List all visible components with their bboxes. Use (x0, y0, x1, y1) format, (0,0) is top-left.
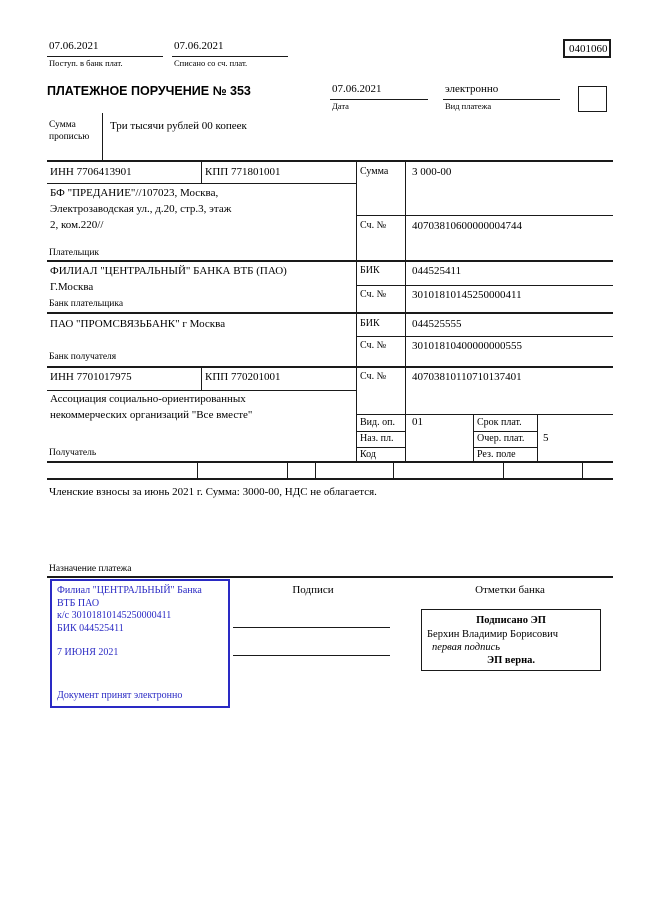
payee-bank-bik-value: 044525555 (412, 318, 462, 330)
form-code-box (563, 39, 611, 58)
stamp-line-1: Филиал "ЦЕНТРАЛЬНЫЙ" Банка (57, 585, 202, 596)
grid-line (405, 160, 406, 462)
grid-line (201, 366, 202, 391)
ep-first-signature: первая подпись (432, 642, 501, 653)
grid-line (503, 461, 504, 479)
grid-line (315, 461, 316, 479)
payer-name-line-3: 2, ком.220// (50, 219, 104, 231)
op-type-value: 01 (412, 416, 423, 428)
payer-name-line-2: Электрозаводская ул., д.20, стр.3, этаж (50, 203, 232, 215)
grid-line (356, 336, 613, 337)
ep-verified: ЭП верна. (486, 655, 535, 666)
grid-line (356, 414, 613, 415)
payee-inn: ИНН 7701017975 (50, 371, 132, 383)
payee-kpp: КПП 770201001 (205, 371, 281, 383)
payer-account-value: 40703810600000004744 (412, 220, 522, 232)
stamp-line-6: Документ принят электронно (57, 689, 183, 701)
grid-line (473, 431, 537, 432)
payee-bank-name: ПАО "ПРОМСВЯЗЬБАНК" г Москва (50, 318, 226, 330)
received-date-label: Поступ. в банк плат. (49, 58, 123, 68)
stamp-line-2: ВТБ ПАО (57, 597, 100, 609)
payer-bank-account-value: 30101810145250000411 (412, 289, 522, 301)
grid-line (537, 414, 538, 462)
grid-line (47, 312, 613, 314)
payee-bank-account-label: Сч. № (360, 340, 387, 351)
grid-line (356, 431, 405, 432)
grid-line (473, 447, 537, 448)
grid-line (47, 478, 613, 480)
amount-label: Сумма (360, 166, 389, 177)
grid-line (201, 160, 202, 184)
grid-line (47, 260, 613, 262)
form-code: 0401060 (569, 43, 608, 55)
payee-account-value: 40703810110710137401 (412, 371, 522, 383)
payer-bank-account-label: Сч. № (360, 289, 387, 300)
payment-kind-value: электронно (445, 83, 499, 95)
debited-date-value: 07.06.2021 (174, 40, 224, 52)
ocher-plat-value: 5 (543, 432, 549, 444)
stamp-line-3: к/с 30101810145250000411 (57, 610, 172, 621)
ep-signature-box (421, 609, 601, 671)
grid-line (287, 461, 288, 479)
srok-plat-label: Срок плат. (477, 417, 522, 428)
signature-line-1 (233, 627, 390, 628)
payer-kpp: КПП 771801001 (205, 166, 281, 178)
payer-bank-name-line-1: ФИЛИАЛ "ЦЕНТРАЛЬНЫЙ" БАНКА ВТБ (ПАО) (50, 265, 287, 277)
ep-signed-label: Подписано ЭП (476, 615, 546, 626)
payee-name-line-2: некоммерческих организаций "Все вместе" (50, 409, 253, 421)
grid-line (102, 113, 103, 162)
bank-acceptance-stamp (50, 579, 230, 708)
kod-label: Код (360, 449, 376, 460)
payer-account-label: Сч. № (360, 220, 387, 231)
debited-date-label: Списано со сч. плат. (174, 58, 248, 68)
grid-line (356, 285, 613, 286)
signature-line-2 (233, 655, 390, 656)
grid-line (172, 56, 288, 57)
signatures-heading: Подписи (292, 584, 334, 596)
grid-line (197, 461, 198, 479)
payee-label: Получатель (49, 448, 97, 458)
doc-date-label: Дата (332, 101, 349, 111)
ocher-plat-label: Очер. плат. (477, 433, 525, 444)
amount-value: 3 000-00 (412, 166, 452, 178)
grid-line (473, 414, 474, 462)
payer-bank-bik-label: БИК (360, 265, 380, 276)
payer-bank-bik-value: 044525411 (412, 265, 462, 277)
payer-label: Плательщик (49, 248, 100, 258)
grid-line (356, 447, 405, 448)
purpose-text: Членские взносы за июнь 2021 г. Сумма: 3000-00, НДС не облагается. (49, 486, 377, 498)
payer-inn: ИНН 7706413901 (50, 166, 132, 178)
grid-line (47, 461, 613, 463)
payer-name-line-1: БФ "ПРЕДАНИЕ"//107023, Москва, (50, 187, 219, 199)
naz-pl-label: Наз. пл. (360, 433, 394, 444)
grid-line (47, 56, 163, 57)
ep-signer-name: Берхин Владимир Борисович (427, 629, 558, 640)
op-type-label: Вид. оп. (360, 417, 395, 428)
payee-account-label: Сч. № (360, 371, 387, 382)
payment-kind-label: Вид платежа (445, 101, 492, 111)
grid-line (330, 99, 428, 100)
stamp-line-5: 7 ИЮНЯ 2021 (57, 647, 119, 658)
grid-line (47, 576, 613, 578)
payee-bank-bik-label: БИК (360, 318, 380, 329)
doc-date-value: 07.06.2021 (332, 83, 382, 95)
doc-title: ПЛАТЕЖНОЕ ПОРУЧЕНИЕ № 353 (47, 84, 251, 98)
grid-line (47, 366, 613, 368)
payee-bank-label: Банк получателя (49, 352, 117, 362)
stamp-line-4: БИК 044525411 (57, 622, 124, 634)
rez-pole-label: Рез. поле (477, 449, 516, 460)
grid-line (356, 160, 357, 462)
bank-marks-heading: Отметки банка (475, 584, 545, 596)
payer-bank-label: Банк плательщика (49, 299, 124, 309)
purpose-label: Назначение платежа (49, 564, 132, 574)
payer-bank-name-line-2: Г.Москва (50, 281, 94, 293)
grid-line (582, 461, 583, 479)
grid-line (356, 215, 613, 216)
received-date-value: 07.06.2021 (49, 40, 99, 52)
payee-name-line-1: Ассоциация социально-ориентированных (50, 393, 246, 405)
grid-line (47, 160, 613, 162)
grid-line (393, 461, 394, 479)
payee-bank-account-value: 30101810400000000555 (412, 340, 522, 352)
payment-kind-box (578, 86, 607, 112)
amount-words-value: Три тысячи рублей 00 копеек (110, 120, 247, 132)
amount-words-label: Сумма прописью (49, 120, 90, 142)
grid-line (443, 99, 560, 100)
